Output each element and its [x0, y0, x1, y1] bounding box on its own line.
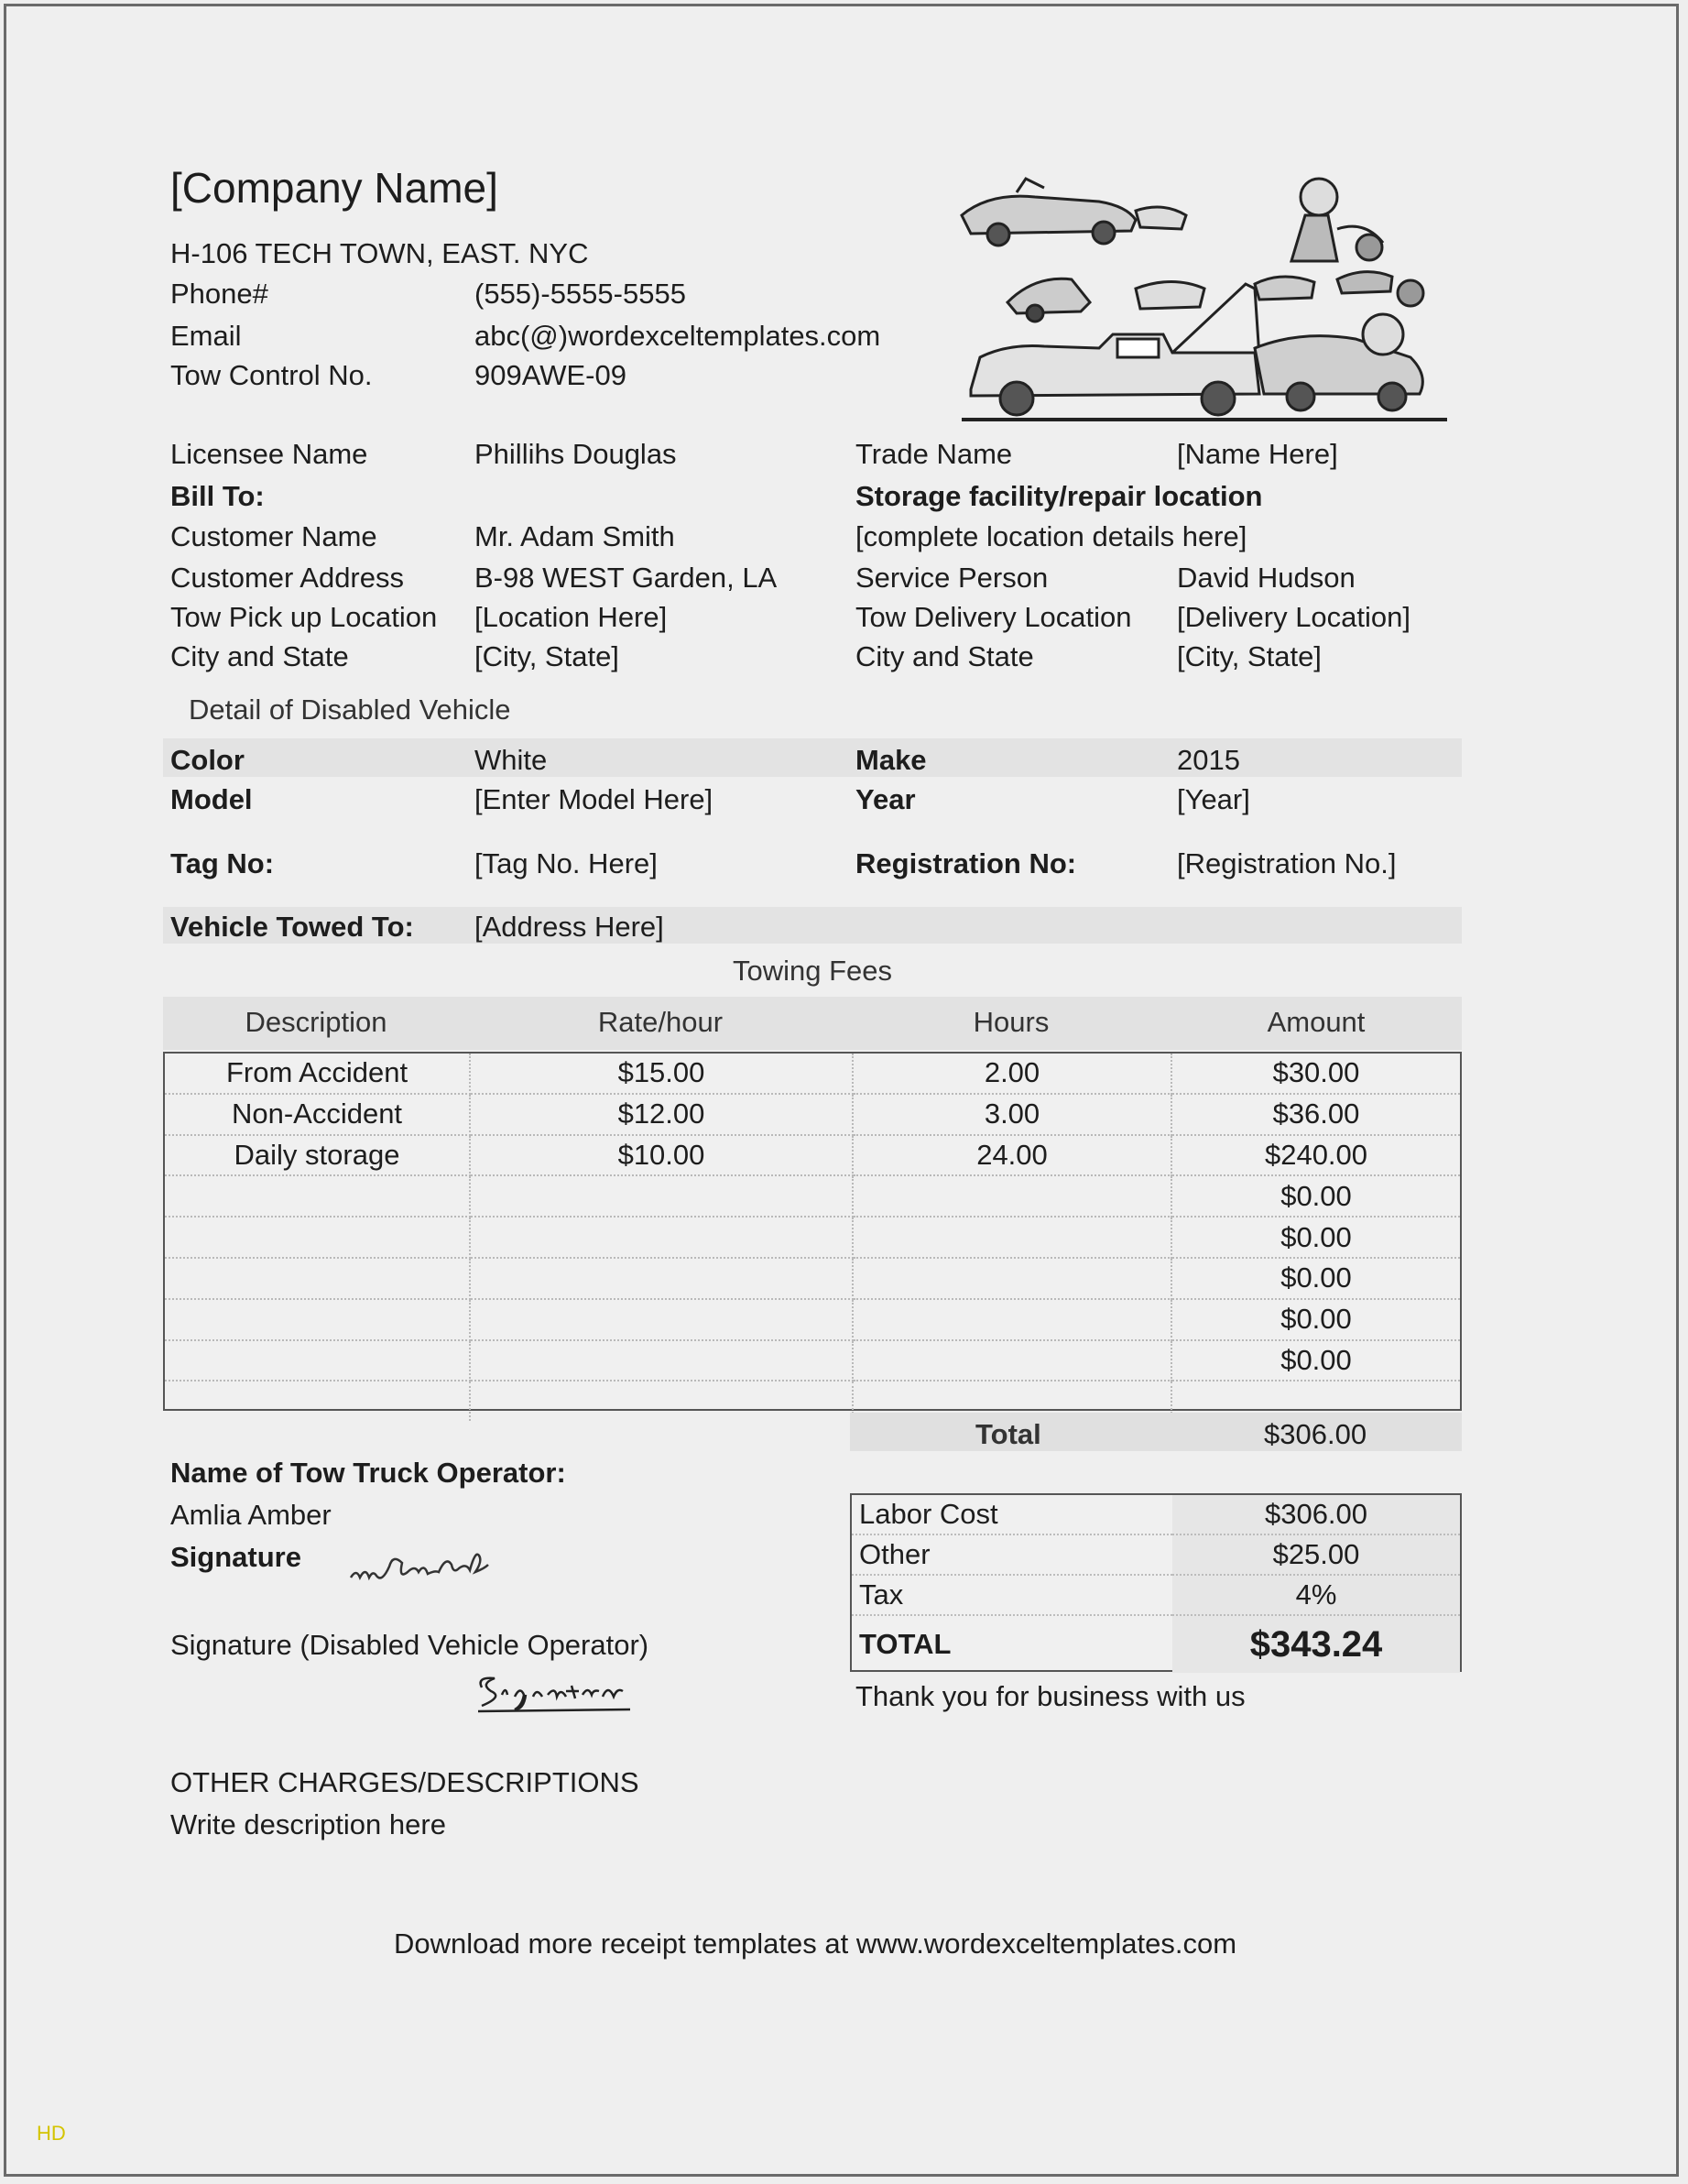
towed-to-value: [Address Here] [474, 911, 664, 943]
table-row [165, 1135, 1460, 1176]
fees-table [163, 1052, 1462, 1411]
fees-header-hours: Hours [973, 1006, 1050, 1038]
table-row [852, 1495, 1460, 1534]
thank-you-text: Thank you for business with us [855, 1680, 1246, 1712]
fee-amount: $0.00 [1171, 1340, 1460, 1381]
footer-link-text: Download more receipt templates at www.wordexceltemplates.com [394, 1927, 1237, 1960]
email-label: Email [170, 320, 242, 352]
hd-watermark: HD [37, 2122, 66, 2145]
fee-amount: $0.00 [1171, 1175, 1460, 1217]
fee-hours [853, 1175, 1171, 1217]
tow-control-value: 909AWE-09 [474, 359, 626, 391]
phone-value: (555)-5555-5555 [474, 278, 686, 310]
fee-hours: 24.00 [853, 1135, 1171, 1176]
fee-rate: $12.00 [470, 1094, 853, 1135]
model-label: Model [170, 783, 253, 815]
summary-value: 4% [1172, 1575, 1460, 1615]
make-label: Make [855, 744, 927, 776]
operator-signature-icon [346, 1548, 520, 1594]
summary-label: Tax [852, 1575, 1172, 1615]
fee-amount: $36.00 [1171, 1094, 1460, 1135]
storage-label: Storage facility/repair location [855, 480, 1263, 512]
summary-value: $306.00 [1172, 1495, 1460, 1534]
grand-total-value: $343.24 [1172, 1615, 1460, 1673]
delivery-value: [Delivery Location] [1177, 601, 1411, 633]
city-state-2-label: City and State [855, 640, 1034, 672]
vehicle-row-shade [163, 738, 1462, 777]
table-row [165, 1094, 1460, 1135]
fee-description: Non-Accident [165, 1094, 470, 1135]
fee-hours [853, 1299, 1171, 1340]
summary-value: $25.00 [1172, 1534, 1460, 1575]
fee-amount: $0.00 [1171, 1217, 1460, 1258]
year-label: Year [855, 783, 916, 815]
table-row [165, 1175, 1460, 1217]
vehicle-section-title: Detail of Disabled Vehicle [189, 693, 511, 726]
fees-total-label: Total [975, 1418, 1041, 1450]
customer-address-label: Customer Address [170, 562, 404, 594]
tag-value: [Tag No. Here] [474, 847, 658, 879]
city-state-value: [City, State] [474, 640, 619, 672]
storage-details: [complete location details here] [855, 520, 1247, 552]
fee-description [165, 1175, 470, 1217]
towed-to-label: Vehicle Towed To: [170, 911, 414, 943]
pickup-value: [Location Here] [474, 601, 668, 633]
registration-value: [Registration No.] [1177, 847, 1397, 879]
year-value: [Year] [1177, 783, 1250, 815]
fee-description [165, 1340, 470, 1381]
company-name: [Company Name] [170, 164, 498, 212]
operator-name-value: Amlia Amber [170, 1499, 332, 1531]
trade-value: [Name Here] [1177, 438, 1338, 470]
fee-rate [470, 1258, 853, 1299]
color-value: White [474, 744, 548, 776]
customer-address-value: B-98 WEST Garden, LA [474, 562, 778, 594]
fee-description [165, 1217, 470, 1258]
delivery-label: Tow Delivery Location [855, 601, 1132, 633]
fee-amount: $0.00 [1171, 1258, 1460, 1299]
other-charges-title: OTHER CHARGES/DESCRIPTIONS [170, 1766, 639, 1798]
fee-hours [853, 1340, 1171, 1381]
pickup-label: Tow Pick up Location [170, 601, 438, 633]
fee-description: From Accident [165, 1054, 470, 1094]
bill-to-label: Bill To: [170, 480, 265, 512]
disabled-signature-label: Signature (Disabled Vehicle Operator) [170, 1629, 649, 1661]
color-label: Color [170, 744, 245, 776]
service-person-label: Service Person [855, 562, 1049, 594]
table-row [165, 1299, 1460, 1340]
tow-control-label: Tow Control No. [170, 359, 373, 391]
fee-description [165, 1258, 470, 1299]
email-value: abc(@)wordexceltemplates.com [474, 320, 881, 352]
fee-rate: $15.00 [470, 1054, 853, 1094]
customer-name-value: Mr. Adam Smith [474, 520, 675, 552]
fee-description [165, 1381, 470, 1421]
grand-total-row [852, 1615, 1460, 1673]
summary-label: Other [852, 1534, 1172, 1575]
fees-total-row [850, 1413, 1462, 1451]
customer-name-label: Customer Name [170, 520, 377, 552]
city-state-label: City and State [170, 640, 349, 672]
fee-rate [470, 1340, 853, 1381]
fee-hours [853, 1217, 1171, 1258]
table-row [165, 1340, 1460, 1381]
fees-header-description: Description [245, 1006, 387, 1038]
registration-label: Registration No: [855, 847, 1077, 879]
fees-total-value: $306.00 [1264, 1418, 1367, 1450]
fee-rate [470, 1299, 853, 1340]
summary-label: Labor Cost [852, 1495, 1172, 1534]
fees-header-amount: Amount [1267, 1006, 1366, 1038]
disabled-operator-signature-icon [474, 1669, 639, 1715]
summary-table [850, 1493, 1462, 1672]
licensee-value: Phillihs Douglas [474, 438, 677, 470]
table-row [852, 1534, 1460, 1575]
fees-header-rate: Rate/hour [597, 1006, 724, 1038]
company-address: H-106 TECH TOWN, EAST. NYC [170, 237, 589, 269]
grand-total-label: TOTAL [859, 1628, 952, 1660]
fee-hours: 2.00 [853, 1054, 1171, 1094]
fee-amount: $0.00 [1171, 1299, 1460, 1340]
table-row [852, 1575, 1460, 1615]
fee-hours: 3.00 [853, 1094, 1171, 1135]
table-row [165, 1054, 1460, 1094]
fee-rate [470, 1381, 853, 1421]
operator-signature-label: Signature [170, 1541, 301, 1573]
tag-label: Tag No: [170, 847, 275, 879]
fee-description: Daily storage [165, 1135, 470, 1176]
other-charges-text: Write description here [170, 1808, 446, 1840]
fee-rate [470, 1217, 853, 1258]
fee-rate [470, 1175, 853, 1217]
service-person-value: David Hudson [1177, 562, 1356, 594]
fees-header-row [163, 997, 1462, 1050]
make-value: 2015 [1177, 744, 1240, 776]
city-state-2-value: [City, State] [1177, 640, 1322, 672]
table-row [165, 1217, 1460, 1258]
operator-name-label: Name of Tow Truck Operator: [170, 1457, 566, 1489]
fee-amount: $240.00 [1171, 1135, 1460, 1176]
fee-rate: $10.00 [470, 1135, 853, 1176]
tow-truck-illustration [953, 174, 1452, 426]
trade-label: Trade Name [855, 438, 1013, 470]
model-value: [Enter Model Here] [474, 783, 713, 815]
table-row [165, 1258, 1460, 1299]
licensee-label: Licensee Name [170, 438, 368, 470]
fee-description [165, 1299, 470, 1340]
fees-title: Towing Fees [733, 955, 893, 987]
phone-label: Phone# [170, 278, 268, 310]
fee-hours [853, 1258, 1171, 1299]
fee-amount: $30.00 [1171, 1054, 1460, 1094]
